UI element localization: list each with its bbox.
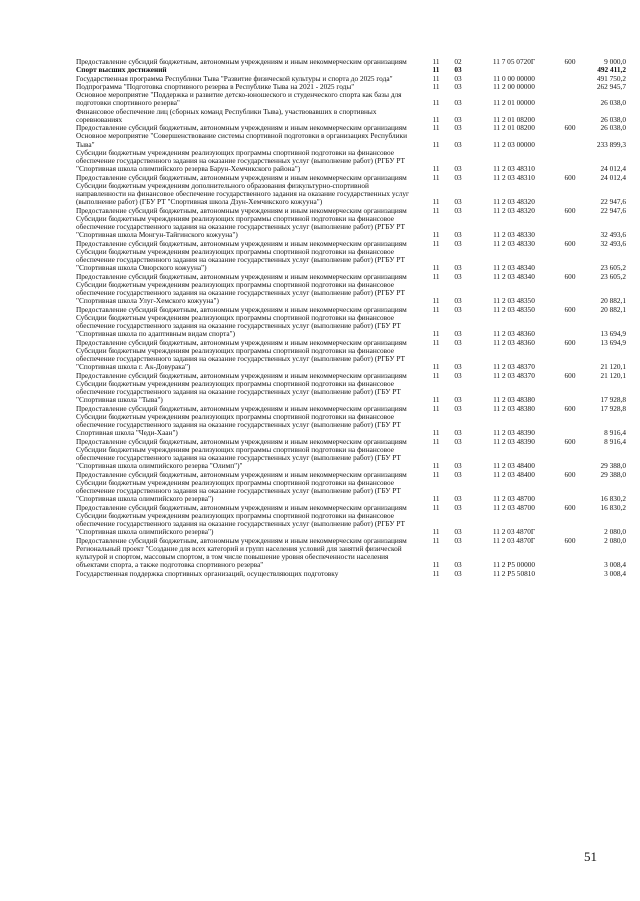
expense-type-code: 600 <box>564 337 576 347</box>
table-row <box>76 108 628 125</box>
subsection-code: 03 <box>454 461 462 471</box>
section-code: 11 <box>432 230 440 240</box>
subsection-code: 03 <box>454 362 462 372</box>
subsection-code: 03 <box>454 65 462 75</box>
subsection-code: 03 <box>454 502 462 512</box>
amount-value: 16 830,2 <box>600 502 626 512</box>
subsection-code: 03 <box>454 205 462 215</box>
amount-value: 26 038,0 <box>600 114 626 124</box>
target-article-code: 11 2 03 48380 <box>493 403 535 413</box>
row-description: Субсидии бюджетным учреждениям реализующих программы спортивной подготовки на финансовое обеспечение государственного задания на оказание государственных услуг (выполнение работ) (ГБУ РТ "Спортивная школа олимпийского резерва") <box>76 477 401 504</box>
section-code: 11 <box>432 403 440 413</box>
target-article-code: 11 2 03 00000 <box>493 139 535 149</box>
row-description: Предоставление субсидий бюджетным, автономным учреждениям и иным некоммерческим организациям <box>76 57 407 66</box>
target-article-code: 11 2 03 48310 <box>493 164 535 174</box>
expense-type-code: 600 <box>564 172 576 182</box>
row-description: Субсидии бюджетным учреждениям реализующих программы спортивной подготовки на финансовое обеспечение государственного задания на оказание государственных услуг (выполнение работ) (ГБУ РТ "Спортивная школа олимпийского резерва "Олимп")" <box>76 444 401 471</box>
table-row <box>76 182 628 207</box>
row-description: Подпрограмма "Подготовка спортивного резерва в Республике Тыва на 2021 - 2025 годы" <box>76 81 355 91</box>
section-code: 11 <box>432 362 440 372</box>
section-code: 11 <box>432 263 440 273</box>
section-code: 11 <box>432 461 440 471</box>
row-description: Предоставление субсидий бюджетным, автономным учреждениям и иным некоммерческим организациям <box>76 238 407 248</box>
row-description: Государственная программа Республики Тыва "Развитие физической культуры и спорта до 2025 года" <box>76 73 393 83</box>
amount-value: 2 080,0 <box>604 535 626 545</box>
subsection-code: 03 <box>454 164 462 174</box>
row-description: Субсидии бюджетным учреждениям реализующих программы спортивной подготовки на финансовое обеспечение государственного задания на оказание государственных услуг (выполнение работ) (РГБУ РТ "Спортивная школа г. Ак-Довурака") <box>76 345 405 372</box>
section-code: 11 <box>432 469 440 479</box>
expense-type-code: 600 <box>564 469 576 479</box>
subsection-code: 03 <box>454 403 462 413</box>
amount-value: 24 012,4 <box>600 164 626 174</box>
row-description: Предоставление субсидий бюджетным, автономным учреждениям и иным некоммерческим организациям <box>76 502 407 512</box>
section-code: 11 <box>432 502 440 512</box>
row-description: Финансовое обеспечение лиц (сборных команд Республики Тыва), участвовавших в спортивных соревнованиях <box>76 106 377 124</box>
section-code: 11 <box>432 436 440 446</box>
amount-value: 20 882,1 <box>600 304 626 314</box>
target-article-code: 11 0 00 00000 <box>493 73 535 83</box>
subsection-code: 03 <box>454 139 462 149</box>
target-article-code: 11 2 03 48350 <box>493 296 535 306</box>
amount-value: 16 830,2 <box>600 494 626 504</box>
budget-table <box>76 58 628 578</box>
amount-value: 8 916,4 <box>604 436 626 446</box>
section-code: 11 <box>432 428 440 438</box>
table-row <box>76 413 628 438</box>
amount-value: 2 080,0 <box>604 527 626 537</box>
amount-value: 32 493,6 <box>600 230 626 240</box>
target-article-code: 11 2 03 48330 <box>493 238 535 248</box>
table-row <box>76 380 628 405</box>
section-code: 11 <box>432 172 440 182</box>
target-article-code: 11 2 03 48400 <box>493 461 535 471</box>
subsection-code: 03 <box>454 263 462 273</box>
section-code: 11 <box>432 65 440 75</box>
subsection-code: 03 <box>454 370 462 380</box>
row-description: Предоставление субсидий бюджетным, автономным учреждениям и иным некоммерческим организациям <box>76 172 407 182</box>
row-description: Региональный проект "Создание для всех категорий и групп населения условий для занятий физической культурой и спортом, массовым спортом, в том числе повышение уровня обеспеченности населения объектами спорта, а также подготовка спортивного резерва" <box>76 543 402 570</box>
row-description: Предоставление субсидий бюджетным, автономным учреждениям и иным некоммерческим организациям <box>76 337 407 347</box>
amount-value: 29 388,0 <box>600 469 626 479</box>
table-row <box>76 149 628 174</box>
row-description: Субсидии бюджетным учреждениям реализующих программы спортивной подготовки на финансовое обеспечение государственного задания на оказание государственных услуг (выполнение работ) (РГБУ РТ "Спортивная школа Овюрского кожууна") <box>76 246 405 273</box>
subsection-code: 03 <box>454 428 462 438</box>
amount-value: 21 120,1 <box>600 362 626 372</box>
subsection-code: 03 <box>454 230 462 240</box>
amount-value: 24 012,4 <box>600 172 626 182</box>
section-code: 11 <box>432 337 440 347</box>
target-article-code: 11 2 P5 00000 <box>492 560 536 570</box>
subsection-code: 03 <box>454 469 462 479</box>
table-row <box>76 545 628 570</box>
amount-value: 29 388,0 <box>600 461 626 471</box>
section-code: 11 <box>432 238 440 248</box>
target-article-code: 11 2 03 48340 <box>493 271 535 281</box>
table-row <box>76 347 628 372</box>
subsection-code: 03 <box>454 81 462 91</box>
row-description: Предоставление субсидий бюджетным, автономным учреждениям и иным некоммерческим организациям <box>76 535 407 545</box>
target-article-code: 11 2 03 48370 <box>493 362 535 372</box>
target-article-code: 11 2 03 48320 <box>493 205 535 215</box>
table-row <box>76 446 628 471</box>
row-description: Субсидии бюджетным учреждениям реализующих программы спортивной подготовки на финансовое обеспечение государственного задания на оказание государственных услуг (выполнение работ) (РГБУ РТ "Спортивная школа Монгун-Тайгинского кожууна") <box>76 213 405 240</box>
section-code: 11 <box>432 73 440 83</box>
target-article-code: 11 2 03 48350 <box>493 304 535 314</box>
target-article-code: 11 2 03 4870Г <box>492 527 536 537</box>
expense-type-code: 600 <box>564 57 576 66</box>
amount-value: 491 750,2 <box>596 73 626 83</box>
row-description: Государственная поддержка спортивных организаций, осуществляющих подготовку <box>76 568 339 578</box>
expense-type-code: 600 <box>564 304 576 314</box>
row-description: Спорт высших достижений <box>76 65 167 75</box>
amount-value: 17 928,8 <box>600 403 626 413</box>
section-code: 11 <box>432 329 440 339</box>
row-description: Предоставление субсидий бюджетным, автономным учреждениям и иным некоммерческим организациям <box>76 123 407 132</box>
table-row <box>76 512 628 537</box>
amount-value: 8 916,4 <box>604 428 626 438</box>
page-number: 51 <box>584 849 597 864</box>
target-article-code: 11 2 03 48360 <box>493 337 535 347</box>
expense-type-code: 600 <box>564 271 576 281</box>
section-code: 11 <box>432 197 440 207</box>
subsection-code: 03 <box>454 271 462 281</box>
target-article-code: 11 2 01 08200 <box>493 114 535 124</box>
table-row <box>76 248 628 273</box>
subsection-code: 03 <box>454 494 462 504</box>
section-code: 11 <box>432 535 440 545</box>
table-row <box>76 132 628 149</box>
subsection-code: 03 <box>454 123 462 132</box>
amount-value: 3 008,4 <box>604 560 626 570</box>
amount-value: 3 008,4 <box>604 568 626 578</box>
subsection-code: 03 <box>454 98 462 108</box>
target-article-code: 11 2 03 4870Г <box>492 535 536 545</box>
amount-value: 22 947,6 <box>600 197 626 207</box>
row-description: Предоставление субсидий бюджетным, автономным учреждениям и иным некоммерческим организациям <box>76 469 407 479</box>
expense-type-code: 600 <box>564 436 576 446</box>
amount-value: 13 694,9 <box>600 337 626 347</box>
amount-value: 17 928,8 <box>600 395 626 405</box>
amount-value: 492 411,2 <box>597 65 626 75</box>
subsection-code: 03 <box>454 395 462 405</box>
row-description: Субсидии бюджетным учреждениям реализующих программы спортивной подготовки на финансовое обеспечение государственного задания на оказание государственных услуг (выполнение работ) (ГБУ РТ "Спортивная школа "Тыва") <box>76 378 401 405</box>
amount-value: 26 038,0 <box>600 98 626 108</box>
amount-value: 26 038,0 <box>600 123 626 132</box>
row-description: Основное мероприятие "Совершенствование системы спортивной подготовки в организациях Республики Тыва" <box>76 131 407 149</box>
subsection-code: 03 <box>454 337 462 347</box>
amount-value: 233 899,3 <box>596 139 626 149</box>
section-code: 11 <box>432 81 440 91</box>
expense-type-code: 600 <box>564 370 576 380</box>
subsection-code: 03 <box>454 114 462 124</box>
row-description: Предоставление субсидий бюджетным, автономным учреждениям и иным некоммерческим организациям <box>76 271 407 281</box>
section-code: 11 <box>432 568 440 578</box>
amount-value: 13 694,9 <box>600 329 626 339</box>
row-description: Субсидии бюджетным учреждениям дополнительного образования физкультурно-спортивной направленности на финансовое обеспечение государственного задания на оказание государственных услуг (выполнение работ) (ГБУ РТ "Спортивная школа Дзун-Хемчикского кожууна") <box>76 180 409 207</box>
subsection-code: 03 <box>454 436 462 446</box>
target-article-code: 11 2 03 48390 <box>493 428 535 438</box>
subsection-code: 03 <box>454 73 462 83</box>
amount-value: 22 947,6 <box>600 205 626 215</box>
expense-type-code: 600 <box>564 403 576 413</box>
target-article-code: 11 2 03 48700 <box>493 494 535 504</box>
target-article-code: 11 2 03 48400 <box>493 469 535 479</box>
row-description: Предоставление субсидий бюджетным, автономным учреждениям и иным некоммерческим организациям <box>76 205 407 215</box>
section-code: 11 <box>432 304 440 314</box>
target-article-code: 11 2 P5 50810 <box>492 568 536 578</box>
row-description: Субсидии бюджетным учреждениям реализующих программы спортивной подготовки на финансовое обеспечение государственного задания на оказание государственных услуг (выполнение работ) (РГБУ РТ "Спортивная школа олимпийского резерва Барун-Хемчикского района") <box>76 147 405 174</box>
amount-value: 23 605,2 <box>600 271 626 281</box>
section-code: 11 <box>432 370 440 380</box>
subsection-code: 03 <box>454 568 462 578</box>
subsection-code: 03 <box>454 197 462 207</box>
row-description: Субсидии бюджетным учреждениям реализующих программы спортивной подготовки на финансовое обеспечение государственного задания на оказание государственных услуг (выполнение работ) (РГБУ РТ "Спортивная школа олимпийского резерва") <box>76 510 405 537</box>
section-code: 11 <box>432 296 440 306</box>
section-code: 11 <box>432 164 440 174</box>
table-row <box>76 281 628 306</box>
section-code: 11 <box>432 98 440 108</box>
subsection-code: 03 <box>454 304 462 314</box>
row-description: Основное мероприятие "Поддержка и развитие детско-юношеского и студенческого спорта как базы для подготовки спортивного резерва" <box>76 90 402 108</box>
target-article-code: 11 2 01 08200 <box>493 123 535 132</box>
expense-type-code: 600 <box>564 205 576 215</box>
target-article-code: 11 2 03 48330 <box>493 230 535 240</box>
section-code: 11 <box>432 139 440 149</box>
target-article-code: 11 2 01 00000 <box>493 98 535 108</box>
subsection-code: 03 <box>454 560 462 570</box>
row-description: Предоставление субсидий бюджетным, автономным учреждениям и иным некоммерческим организациям <box>76 304 407 314</box>
row-description: Предоставление субсидий бюджетным, автономным учреждениям и иным некоммерческим организациям <box>76 370 407 380</box>
target-article-code: 11 2 03 48380 <box>493 395 535 405</box>
target-article-code: 11 2 00 00000 <box>493 81 535 91</box>
subsection-code: 03 <box>454 535 462 545</box>
subsection-code: 03 <box>454 172 462 182</box>
amount-value: 9 000,0 <box>604 57 626 66</box>
expense-type-code: 600 <box>564 123 576 132</box>
target-article-code: 11 2 03 48370 <box>493 370 535 380</box>
subsection-code: 03 <box>454 238 462 248</box>
section-code: 11 <box>432 271 440 281</box>
amount-value: 23 605,2 <box>600 263 626 273</box>
target-article-code: 11 7 05 0720Г <box>492 57 536 66</box>
table-row <box>76 570 628 578</box>
target-article-code: 11 2 03 48390 <box>493 436 535 446</box>
section-code: 11 <box>432 123 440 132</box>
subsection-code: 02 <box>454 57 462 66</box>
table-row <box>76 314 628 339</box>
amount-value: 262 945,7 <box>596 81 626 91</box>
row-description: Предоставление субсидий бюджетным, автономным учреждениям и иным некоммерческим организациям <box>76 436 407 446</box>
target-article-code: 11 2 03 48310 <box>493 172 535 182</box>
expense-type-code: 600 <box>564 238 576 248</box>
amount-value: 32 493,6 <box>600 238 626 248</box>
target-article-code: 11 2 03 48700 <box>493 502 535 512</box>
section-code: 11 <box>432 205 440 215</box>
amount-value: 20 882,1 <box>600 296 626 306</box>
table-row <box>76 479 628 504</box>
target-article-code: 11 2 03 48320 <box>493 197 535 207</box>
expense-type-code: 600 <box>564 502 576 512</box>
target-article-code: 11 2 03 48340 <box>493 263 535 273</box>
section-code: 11 <box>432 57 440 66</box>
target-article-code: 11 2 03 48360 <box>493 329 535 339</box>
section-code: 11 <box>432 395 440 405</box>
section-code: 11 <box>432 494 440 504</box>
amount-value: 21 120,1 <box>600 370 626 380</box>
section-code: 11 <box>432 527 440 537</box>
section-code: 11 <box>432 114 440 124</box>
row-description: Предоставление субсидий бюджетным, автономным учреждениям и иным некоммерческим организациям <box>76 403 407 413</box>
row-description: Субсидии бюджетным учреждениям реализующих программы спортивной подготовки на финансовое обеспечение государственного задания на оказание государственных услуг (выполнение работ) (РГБУ РТ "Спортивная школа Улуг-Хемского кожууна") <box>76 279 405 306</box>
section-code: 11 <box>432 560 440 570</box>
table-row <box>76 215 628 240</box>
subsection-code: 03 <box>454 296 462 306</box>
table-row <box>76 91 628 108</box>
subsection-code: 03 <box>454 527 462 537</box>
expense-type-code: 600 <box>564 535 576 545</box>
row-description: Субсидии бюджетным учреждениям реализующих программы спортивной подготовки на финансовое обеспечение государственного задания на оказание государственных услуг (выполнение работ) (ГБУ РТ Спортивная школа "Чеди-Хаан") <box>76 411 401 438</box>
row-description: Субсидии бюджетным учреждениям реализующих программы спортивной подготовки на финансовое обеспечение государственного задания на оказание государственных услуг (выполнение работ) (ГБУ РТ "Спортивная школа по адаптивным видам спорта") <box>76 312 401 339</box>
subsection-code: 03 <box>454 329 462 339</box>
